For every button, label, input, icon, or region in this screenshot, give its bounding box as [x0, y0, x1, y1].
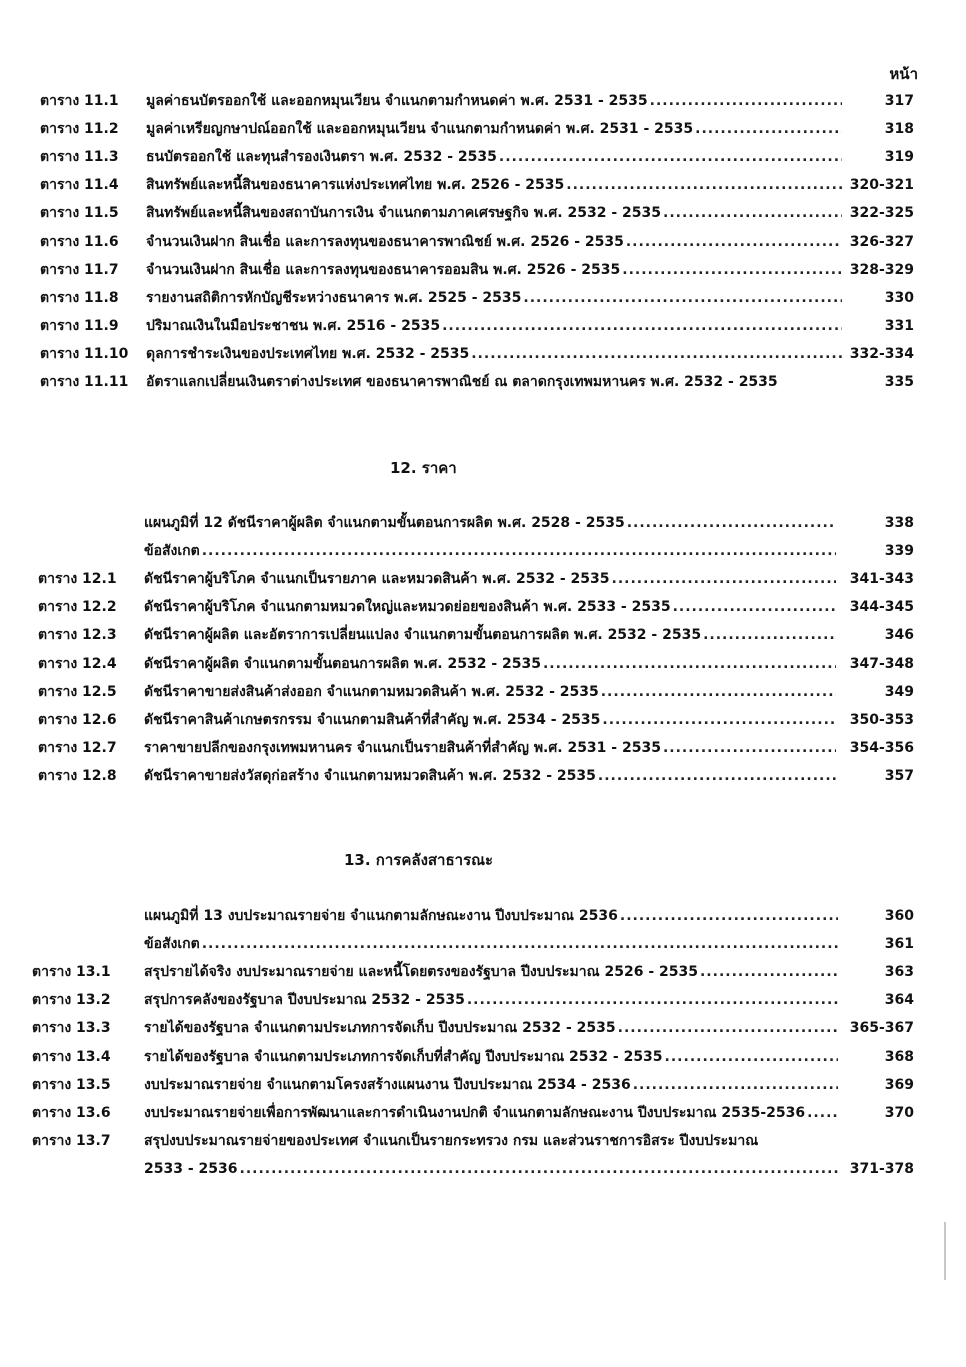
dot-leader: [467, 987, 838, 1013]
toc-entry-title: รายงานสถิติการหักบัญชีระหว่างธนาคาร พ.ศ. 2525 - 2535: [146, 289, 522, 306]
toc-entry: [0, 622, 966, 648]
toc-entry-title: มูลค่าเหรียญกษาปณ์ออกใช้ และออกหมุนเวียน จำแนกตามกำหนดค่า พ.ศ. 2531 - 2535: [146, 121, 694, 138]
toc-entry-page: 341-343: [849, 571, 914, 588]
toc-entry-page: 368: [884, 1048, 914, 1065]
dot-leader: [703, 622, 836, 648]
toc-entry-page: 371-378: [849, 1160, 914, 1177]
toc-entry: [0, 172, 966, 198]
toc-entry-title: สินทรัพย์และหนี้สินของสถาบันการเงิน จำแนกตามภาคเศรษฐกิจ พ.ศ. 2532 - 2535: [146, 205, 661, 222]
toc-entry-label: ตาราง 11.8: [40, 289, 119, 306]
dot-leader: [612, 566, 836, 592]
toc-entry-page: 339: [884, 543, 914, 560]
toc-entry-title: จำนวนเงินฝาก สินเชื่อ และการลงทุนของธนาคารพาณิชย์ พ.ศ. 2526 - 2535: [146, 233, 624, 250]
toc-entry-page: 332-334: [849, 345, 914, 362]
toc-entry-title: ราคาขายปลีกของกรุงเทพมหานคร จำแนกเป็นรายสินค้าที่สำคัญ พ.ศ. 2531 - 2535: [144, 739, 661, 756]
toc-entry: [0, 200, 966, 226]
section-13-heading: 13. การคลังสาธารณะ: [344, 851, 494, 869]
dot-leader: [602, 707, 836, 733]
toc-entry-page: 335: [884, 374, 914, 390]
dot-leader: [673, 594, 836, 620]
dot-leader: [598, 763, 836, 789]
toc-entry-title: ดัชนีราคาสินค้าเกษตรกรรม จำแนกตามสินค้าที่สำคัญ พ.ศ. 2534 - 2535: [144, 711, 601, 728]
toc-entry: [0, 651, 966, 677]
toc-entry-label: ตาราง 12.4: [38, 655, 117, 672]
toc-entry-label: ตาราง 11.11: [40, 374, 129, 390]
toc-entry: [0, 1044, 966, 1070]
toc-entry: [0, 1072, 966, 1098]
dot-leader: [633, 1072, 838, 1098]
toc-entry-title: ข้อสังเกต: [144, 936, 200, 953]
toc-entry-label: ตาราง 11.6: [40, 233, 119, 250]
toc-entry-title: ดัชนีราคาผู้บริโภค จำแนกตามหมวดใหญ่และหมวดย่อยของสินค้า พ.ศ. 2533 - 2535: [144, 599, 671, 616]
toc-entry-label: ตาราง 12.8: [38, 767, 117, 784]
toc-entry-title: รายได้ของรัฐบาล จำแนกตามประเภทการจัดเก็บที่สำคัญ ปีงบประมาณ 2532 - 2535: [144, 1048, 663, 1065]
toc-entry-title: ปริมาณเงินในมือประชาชน พ.ศ. 2516 - 2535: [146, 317, 441, 334]
toc-entry-label: ตาราง 12.3: [38, 627, 117, 644]
toc-entry-page: 344-345: [849, 599, 914, 616]
toc-entry-page: 361: [884, 936, 914, 953]
toc-entry-page: 319: [884, 149, 914, 166]
scan-edge-mark: [944, 1222, 946, 1280]
section-12-heading: 12. ราคา: [390, 459, 457, 477]
toc-entry-title: สินทรัพย์และหนี้สินของธนาคารแห่งประเทศไทย พ.ศ. 2526 - 2535: [146, 177, 565, 194]
toc-entry: [0, 679, 966, 705]
dot-leader: [202, 538, 836, 564]
toc-entry-label: ตาราง 12.7: [38, 739, 117, 756]
toc-entry: [0, 566, 966, 592]
toc-entry: [0, 707, 966, 733]
dot-leader: [627, 510, 836, 536]
toc-entry-label: ตาราง 11.2: [40, 121, 119, 138]
toc-entry-title: งบประมาณรายจ่าย จำแนกตามโครงสร้างแผนงาน ปีงบประมาณ 2534 - 2536: [144, 1076, 631, 1093]
toc-entry-page: 365-367: [849, 1020, 914, 1037]
toc-entry: [0, 959, 966, 985]
dot-leader: [618, 1015, 838, 1041]
toc-entry-label: ตาราง 11.3: [40, 149, 119, 166]
toc-entry-page: 320-321: [849, 177, 914, 194]
toc-entry-page: 349: [884, 683, 914, 700]
toc-entry-label: ตาราง 12.2: [38, 599, 117, 616]
toc-entry-page: 317: [884, 93, 914, 109]
dot-leader: [695, 116, 842, 142]
dot-leader: [622, 257, 842, 283]
toc-entry-title: งบประมาณรายจ่ายเพื่อการพัฒนาและการดำเนินงานปกติ จำแนกตามลักษณะงาน ปีงบประมาณ 2535-2536: [144, 1104, 806, 1121]
dot-leader: [663, 200, 842, 226]
toc-entry-page: 357: [884, 767, 914, 784]
toc-entry-title: ดัชนีราคาขายส่งสินค้าส่งออก จำแนกตามหมวดสินค้า พ.ศ. 2532 - 2535: [144, 683, 599, 700]
toc-entry-label: ตาราง 11.10: [40, 345, 129, 362]
dot-leader: [442, 313, 842, 339]
toc-entry-label: ตาราง 11.7: [40, 261, 119, 278]
toc-entry: [0, 369, 966, 395]
toc-entry-label: ตาราง 13.4: [32, 1048, 111, 1065]
toc-entry-label: ตาราง 11.1: [40, 93, 119, 109]
toc-entry: [0, 1100, 966, 1126]
toc-entry-page: 347-348: [849, 655, 914, 672]
dot-leader: [626, 229, 842, 255]
toc-entry: [0, 88, 966, 114]
toc-entry: [0, 257, 966, 283]
dot-leader: [202, 931, 838, 957]
toc-entry: [0, 285, 966, 311]
dot-leader: [566, 172, 842, 198]
toc-entry: [0, 987, 966, 1013]
toc-entry-page: 360: [884, 908, 914, 924]
toc-entry-page: 370: [884, 1104, 914, 1121]
toc-entry-page: 331: [884, 317, 914, 334]
dot-leader: [665, 1044, 838, 1070]
toc-entry-label: ตาราง 11.5: [40, 205, 119, 222]
toc-entry-title: สรุปงบประมาณรายจ่ายของประเทศ จำแนกเป็นรายกระทรวง กรม และส่วนราชการอิสระ ปีงบประมาณ: [144, 1132, 759, 1149]
toc-entry-title: ดัชนีราคาขายส่งวัสดุก่อสร้าง จำแนกตามหมวดสินค้า พ.ศ. 2532 - 2535: [144, 767, 596, 784]
toc-entry-title: สรุปการคลังของรัฐบาล ปีงบประมาณ 2532 - 2535: [144, 992, 465, 1009]
toc-entry: [0, 116, 966, 142]
toc-entry-title: แผนภูมิที่ 13 งบประมาณรายจ่าย จำแนกตามลักษณะงาน ปีงบประมาณ 2536: [144, 908, 618, 924]
toc-entry: [0, 735, 966, 761]
toc-entry: [0, 229, 966, 255]
toc-entry-page: 363: [884, 964, 914, 981]
toc-entry-title: ดัชนีราคาผู้บริโภค จำแนกเป็นรายภาค และหมวดสินค้า พ.ศ. 2532 - 2535: [144, 571, 610, 588]
toc-entry-title: ดุลการชำระเงินของประเทศไทย พ.ศ. 2532 - 2535: [146, 345, 470, 362]
toc-entry: [0, 510, 966, 536]
dot-leader: [543, 651, 836, 677]
toc-entry-title-continuation: 2533 - 2536: [144, 1160, 238, 1177]
toc-entry-label: ตาราง 11.4: [40, 177, 119, 194]
dot-leader: [700, 959, 838, 985]
dot-leader: [601, 679, 836, 705]
toc-entry-page: 354-356: [849, 739, 914, 756]
toc-entry-page: 364: [884, 992, 914, 1009]
toc-entry-label: ตาราง 12.1: [38, 571, 117, 588]
toc-entry: [0, 144, 966, 170]
toc-entry-page: 350-353: [849, 711, 914, 728]
toc-entry-label: ตาราง 13.2: [32, 992, 111, 1009]
toc-entry: [0, 538, 966, 564]
toc-entry-title: ดัชนีราคาผู้ผลิต จำแนกตามขั้นตอนการผลิต พ.ศ. 2532 - 2535: [144, 655, 541, 672]
toc-entry-title: ข้อสังเกต: [144, 543, 200, 560]
toc-entry-page: 369: [884, 1076, 914, 1093]
toc-entry: [0, 903, 966, 929]
dot-leader: [523, 285, 842, 311]
toc-entry-page: 338: [884, 515, 914, 531]
toc-entry-label: ตาราง 12.5: [38, 683, 117, 700]
toc-entry: [0, 763, 966, 789]
toc-entry-label: ตาราง 13.5: [32, 1076, 111, 1093]
toc-entry: [0, 594, 966, 620]
toc-entry-title: รายได้ของรัฐบาล จำแนกตามประเภทการจัดเก็บ ปีงบประมาณ 2532 - 2535: [144, 1020, 616, 1037]
toc-entry-title: ดัชนีราคาผู้ผลิต และอัตราการเปลี่ยนแปลง จำแนกตามขั้นตอนการผลิต พ.ศ. 2532 - 2535: [144, 627, 702, 644]
toc-entry-title: มูลค่าธนบัตรออกใช้ และออกหมุนเวียน จำแนกตามกำหนดค่า พ.ศ. 2531 - 2535: [146, 93, 648, 109]
dot-leader: [807, 1100, 838, 1126]
dot-leader: [650, 88, 842, 114]
dot-leader: [471, 341, 842, 367]
toc-entry-title: สรุปรายได้จริง งบประมาณรายจ่าย และหนี้โดยตรงของรัฐบาล ปีงบประมาณ 2526 - 2535: [144, 964, 698, 981]
toc-entry: [0, 1128, 966, 1154]
toc-entry-page: 346: [884, 627, 914, 644]
toc-entry-page: 322-325: [849, 205, 914, 222]
toc-entry-page: 326-327: [849, 233, 914, 250]
toc-entry-title: ธนบัตรออกใช้ และทุนสำรองเงินตรา พ.ศ. 2532 - 2535: [146, 149, 497, 166]
dot-leader: [620, 903, 838, 929]
toc-entry-label: ตาราง 13.7: [32, 1132, 111, 1149]
toc-entry-title: แผนภูมิที่ 12 ดัชนีราคาผู้ผลิต จำแนกตามขั้นตอนการผลิต พ.ศ. 2528 - 2535: [144, 515, 625, 531]
dot-leader: [240, 1156, 839, 1182]
toc-entry-page: 328-329: [849, 261, 914, 278]
toc-entry: [0, 313, 966, 339]
toc-entry: [0, 931, 966, 957]
toc-entry-label: ตาราง 13.6: [32, 1104, 111, 1121]
toc-entry: [0, 341, 966, 367]
toc-entry-label: ตาราง 13.3: [32, 1020, 111, 1037]
page-number-column-header: หน้า: [889, 65, 918, 83]
toc-entry-page: 318: [884, 121, 914, 138]
toc-entry-title: อัตราแลกเปลี่ยนเงินตราต่างประเทศ ของธนาคารพาณิชย์ ณ ตลาดกรุงเทพมหานคร พ.ศ. 2532 - 2535: [146, 374, 778, 390]
toc-entry-label: ตาราง 12.6: [38, 711, 117, 728]
dot-leader: [663, 735, 836, 761]
toc-entry-label: ตาราง 11.9: [40, 317, 119, 334]
toc-entry: [0, 1015, 966, 1041]
toc-entry-continuation: [0, 1156, 966, 1182]
toc-entry-label: ตาราง 13.1: [32, 964, 111, 981]
toc-entry-page: 330: [884, 289, 914, 306]
dot-leader: [499, 144, 842, 170]
toc-entry-title: จำนวนเงินฝาก สินเชื่อ และการลงทุนของธนาคารออมสิน พ.ศ. 2526 - 2535: [146, 261, 621, 278]
